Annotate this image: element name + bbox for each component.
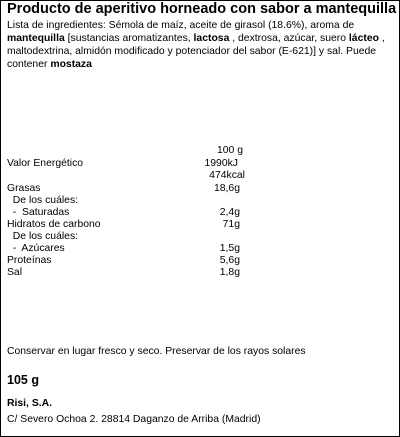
nutrition-row-value: 18,6g	[213, 183, 240, 194]
nutrition-row-value: 2,4g	[219, 207, 240, 218]
allergen-mostaza: mostaza	[50, 59, 92, 70]
energy-kj: 1990kJ	[204, 158, 238, 169]
company-name: Risi, S.A.	[7, 398, 53, 409]
storage-instructions: Conservar en lugar fresco y seco. Preservar de los rayos solares	[7, 346, 306, 357]
energy-label: Valor Energético	[7, 158, 84, 169]
ingredients-part: , dextrosa, azúcar, suero	[229, 33, 349, 44]
allergen-lactosa: lactosa	[193, 33, 230, 44]
ingredients-part: , maltodextrina, almidón modificado y potenciador del sabor (E-621)] y sal. Puede contener	[7, 33, 385, 70]
nutrition-row-value: 71g	[222, 219, 240, 230]
nutrition-header: 100 g	[216, 145, 243, 156]
nutrition-row-label: Grasas	[7, 183, 41, 194]
nutrition-row-label: Hidratos de carbono	[7, 219, 101, 230]
ingredients-list	[7, 19, 395, 71]
nutrition-row-value: 1,8g	[219, 267, 240, 278]
nutrition-row-label: - Azúcares	[7, 243, 65, 254]
energy-kcal: 474kcal	[209, 170, 245, 181]
nutrition-row-label: De los cuáles:	[7, 231, 79, 242]
nutrition-row-value: 1,5g	[219, 243, 240, 254]
allergen-lacteo: lácteo	[348, 33, 379, 44]
net-weight: 105 g	[7, 373, 39, 387]
ingredients-part: Lista de ingredientes: Sémola de maíz, aceite de girasol (18.6%), aroma de	[7, 20, 355, 31]
product-title: Producto de aperitivo horneado con sabor a mantequilla	[7, 1, 397, 17]
nutrition-row-value: 5,6g	[219, 255, 240, 266]
allergen-mantequilla: mantequilla	[7, 33, 65, 44]
nutrition-row-label: De los cuáles:	[7, 195, 79, 206]
company-address: C/ Severo Ochoa 2. 28814 Daganzo de Arriba (Madrid)	[7, 414, 261, 425]
ingredients-part: [sustancias aromatizantes,	[64, 33, 194, 44]
nutrition-row-label: - Saturadas	[7, 207, 70, 218]
nutrition-row-label: Proteínas	[7, 255, 52, 266]
nutrition-row-label: Sal	[7, 267, 23, 278]
